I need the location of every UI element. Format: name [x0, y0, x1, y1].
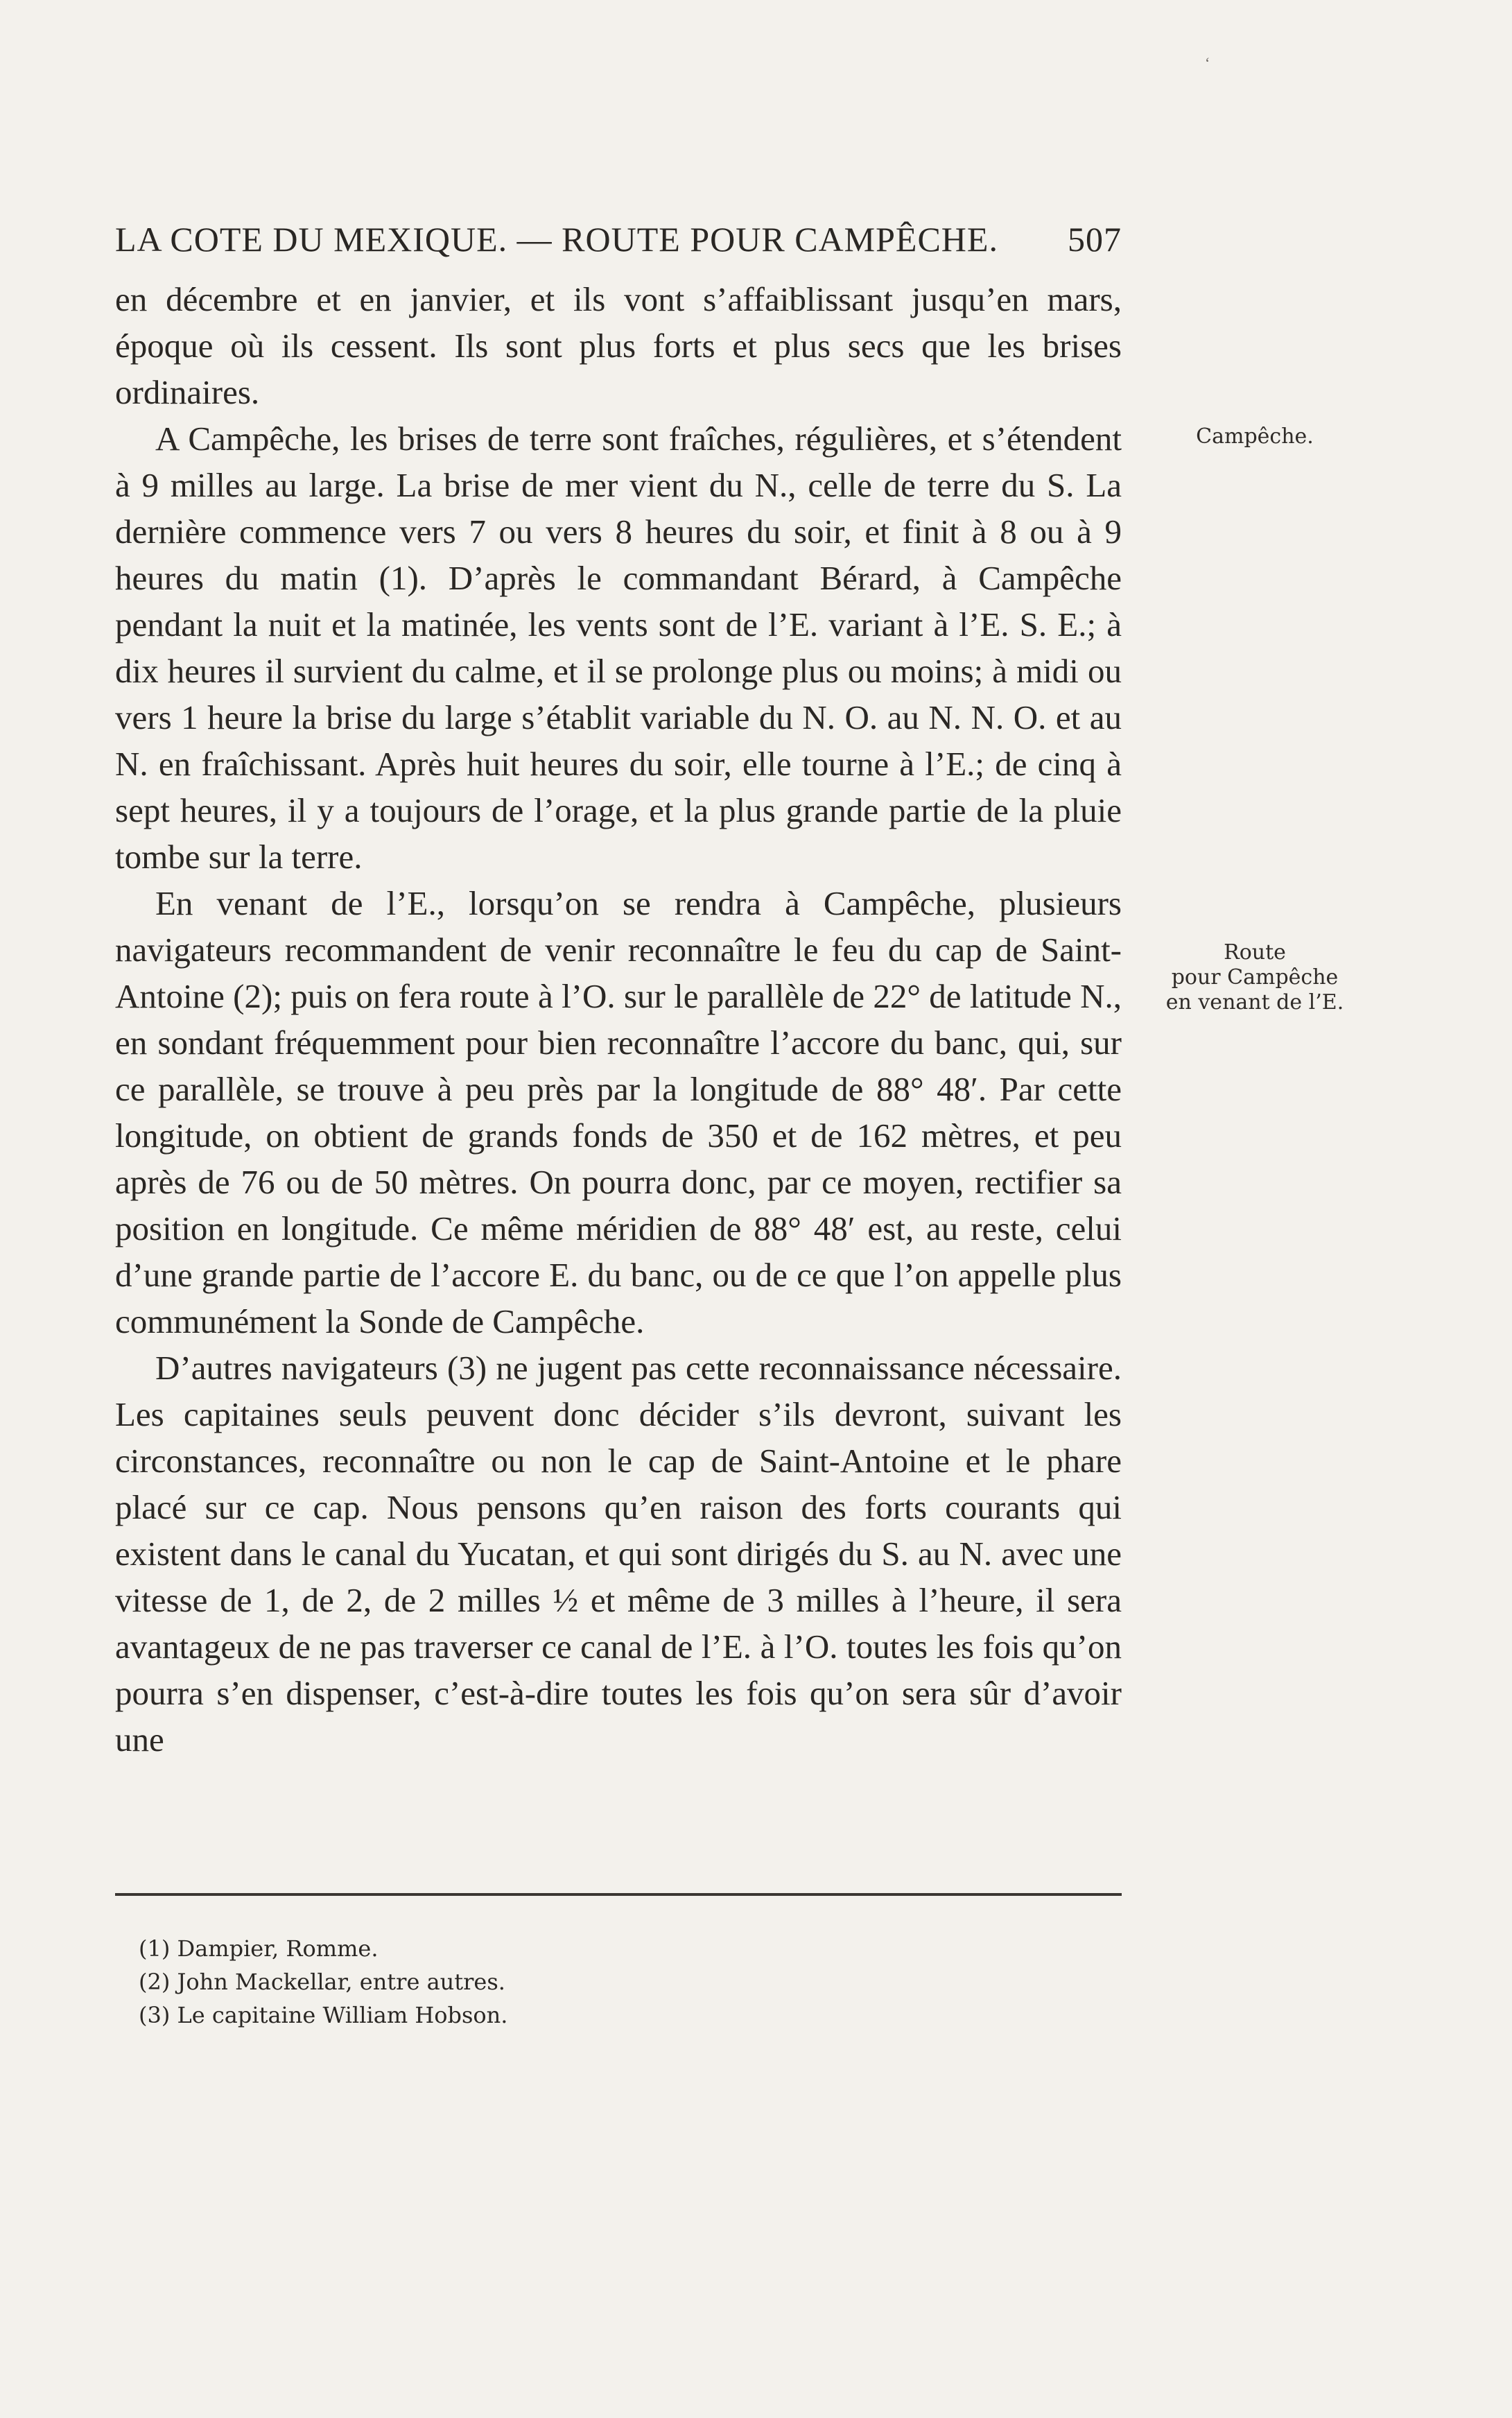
side-note-route-line: pour Campêche: [1171, 965, 1339, 990]
side-note-campeche: Campêche.: [1196, 424, 1314, 449]
header-title: LA COTE DU MEXIQUE. — ROUTE POUR CAMPÊCHE.: [115, 220, 998, 259]
side-note-route-line: Route: [1224, 940, 1286, 965]
footnotes: [139, 1932, 971, 2032]
paragraph-other-navigators: D’autres navigateurs (3) ne jugent pas cette reconnaissance nécessaire. Les capitaines seuls peuvent donc décider s’ils devront, suivant les circonstances, reconnaître ou non le cap de Saint-Antoine et le phare placé sur ce cap. Nous pensons qu’en raison des forts courants qui existent dans le canal du Yucatan, et qui sont dirigés du S. au N. avec une vitesse de 1, de 2, de 2 milles ½ et même de 3 milles à l’heure, il sera avantageux de ne pas traverser ce canal de l’E. à l’O. toutes les fois qu’on pourra s’en dispenser, c’est-à-dire toutes les fois qu’on sera sûr d’avoir une: [115, 1349, 1122, 1759]
footnote-divider: [115, 1893, 1122, 1896]
footnote: (2) John Mackellar, entre autres.: [139, 1969, 505, 1995]
paragraph-route-from-east: En venant de l’E., lorsqu’on se rendra à Campêche, plusieurs navigateurs recommandent de venir reconnaître le feu du cap de Saint-Antoine (2); puis on fera route à l’O. sur le parallèle de 22° de latitude N., en sondant fréquemment pour bien reconnaître l’accore du banc, qui, sur ce parallèle, se trouve à peu près par la longitude de 88° 48′. Par cette longitude, on obtient de grands fonds de 350 et de 162 mètres, et peu après de 76 ou de 50 mètres. On pourra donc, par ce moyen, rectifier sa position en longitude. Ce même méridien de 88° 48′ est, au reste, celui d’une grande partie de l’accore E. du banc, ou de ce que l’on appelle plus communément la Sonde de Campêche.: [115, 884, 1122, 1340]
paragraph-continued: en décembre et en janvier, et ils vont s’affaiblissant jusqu’en mars, époque où ils cessent. Ils sont plus forts et plus secs que les brises ordinaires.: [115, 280, 1122, 411]
stray-mark: ʻ: [1205, 54, 1210, 71]
footnote: (3) Le capitaine William Hobson.: [139, 2002, 508, 2028]
footnote: (1) Dampier, Romme.: [139, 1935, 379, 1962]
paragraph-campeche-breezes: A Campêche, les brises de terre sont fraîches, régulières, et s’étendent à 9 milles au large. La brise de mer vient du N., celle de terre du S. La dernière commence vers 7 ou vers 8 heures du soir, et finit à 8 ou à 9 heures du matin (1). D’après le commandant Bérard, à Campêche pendant la nuit et la matinée, les vents sont de l’E. variant à l’E. S. E.; à dix heures il survient du calme, et il se prolonge plus ou moins; à midi ou vers 1 heure la brise du large s’établit variable du N. O. au N. N. O. et au N. en fraîchissant. Après huit heures du soir, elle tourne à l’E.; de cinq à sept heures, il y a toujours de l’orage, et la plus grande partie de la pluie tombe sur la terre.: [115, 420, 1122, 876]
side-note-route: [1144, 940, 1366, 1015]
side-note-route-line: en venant de l’E.: [1165, 990, 1344, 1014]
page-number: 507: [1068, 220, 1122, 259]
running-header: [115, 216, 1122, 262]
body-text: [115, 276, 1122, 1763]
